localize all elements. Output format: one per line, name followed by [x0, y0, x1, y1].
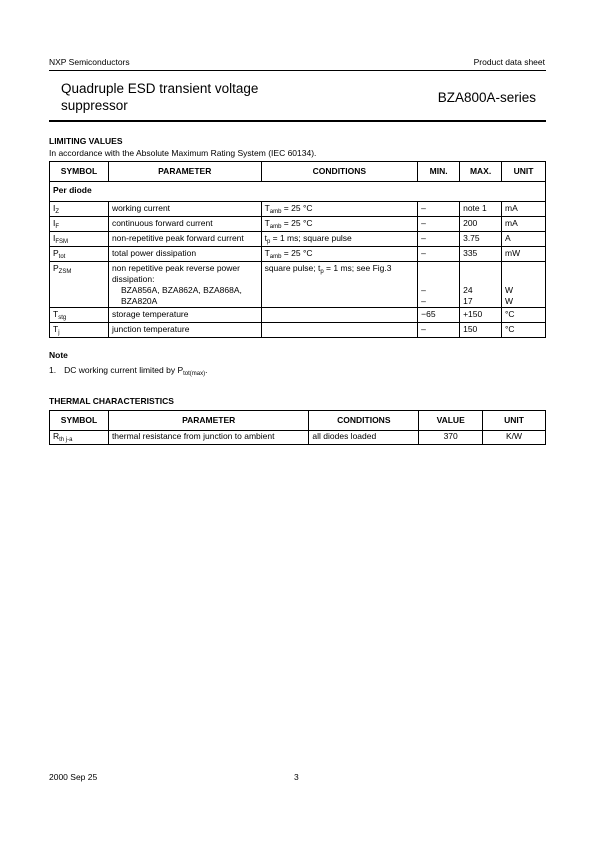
min-cell: – [418, 323, 460, 338]
col-symbol: SYMBOL [50, 162, 109, 182]
unit-cell: W W [502, 262, 546, 308]
title-line-2: suppressor [61, 98, 128, 113]
document-title [61, 80, 291, 114]
max-cell: 200 [460, 217, 502, 232]
col-parameter: PARAMETER [108, 411, 308, 431]
unit-cell: °C [502, 308, 546, 323]
title-rule [49, 120, 546, 122]
symbol-cell: $I_Z$ [50, 202, 109, 217]
table-row [50, 232, 546, 247]
max-cell: note 1 [460, 202, 502, 217]
title-line-1: Quadruple ESD transient voltage [61, 81, 259, 96]
table-header-row [50, 162, 546, 182]
symbol-cell: $I_F$ [50, 217, 109, 232]
limiting-values-table [49, 161, 546, 338]
unit-cell: °C [502, 323, 546, 338]
note-heading: Note [49, 350, 68, 360]
table-row [50, 217, 546, 232]
product-series: BZA800A-series [437, 90, 536, 105]
col-min: MIN. [418, 162, 460, 182]
col-unit: UNIT [483, 411, 546, 431]
thermal-table [49, 410, 546, 445]
parameter-cell: working current [108, 202, 261, 217]
header-company: NXP Semiconductors [49, 57, 130, 67]
max-cell: 24 17 [460, 262, 502, 308]
table-row [50, 247, 546, 262]
footer-date: 2000 Sep 25 [49, 772, 98, 782]
min-cell: – [418, 202, 460, 217]
unit-cell: mA [502, 202, 546, 217]
table-header-row [50, 411, 546, 431]
conditions-cell [261, 308, 418, 323]
table-row [50, 308, 546, 323]
conditions-cell: $T_{amb} = 25$ °C [261, 247, 418, 262]
symbol-cell: $I_{FSM}$ [50, 232, 109, 247]
col-parameter: PARAMETER [108, 162, 261, 182]
unit-cell: A [502, 232, 546, 247]
header-rule [49, 70, 546, 71]
table-row [50, 431, 546, 445]
max-cell: +150 [460, 308, 502, 323]
symbol-cell: $R_{th j-a}$ [50, 431, 109, 445]
group-label: Per diode [50, 182, 546, 202]
parameter-cell: junction temperature [108, 323, 261, 338]
conditions-cell: square pulse; $t_p = 1$ ms; see Fig.3 [261, 262, 418, 308]
col-value: VALUE [419, 411, 483, 431]
min-cell: −65 [418, 308, 460, 323]
note-text: 1. DC working current limited by $P_{tot(max)}$. [49, 365, 208, 377]
conditions-cell: all diodes loaded [309, 431, 419, 445]
unit-cell: mW [502, 247, 546, 262]
table-row [50, 202, 546, 217]
table-row [50, 262, 546, 308]
max-cell: 150 [460, 323, 502, 338]
symbol-cell: $T_j$ [50, 323, 109, 338]
min-cell: – – [418, 262, 460, 308]
conditions-cell: $T_{amb} = 25$ °C [261, 217, 418, 232]
symbol-cell: $T_{stg}$ [50, 308, 109, 323]
col-conditions: CONDITIONS [261, 162, 418, 182]
parameter-cell: continuous forward current [108, 217, 261, 232]
header-doc-type: Product data sheet [473, 57, 545, 67]
min-cell: – [418, 217, 460, 232]
col-symbol: SYMBOL [50, 411, 109, 431]
parameter-cell: non-repetitive peak forward current [108, 232, 261, 247]
unit-cell: K/W [483, 431, 546, 445]
conditions-cell: $T_{amb} = 25$ °C [261, 202, 418, 217]
value-cell: 370 [419, 431, 483, 445]
symbol-cell: $P_{tot}$ [50, 247, 109, 262]
col-max: MAX. [460, 162, 502, 182]
symbol-cell: $P_{ZSM}$ [50, 262, 109, 308]
max-cell: 3.75 [460, 232, 502, 247]
thermal-heading: THERMAL CHARACTERISTICS [49, 396, 174, 406]
min-cell: – [418, 247, 460, 262]
table-row [50, 323, 546, 338]
min-cell: – [418, 232, 460, 247]
page-number: 3 [294, 772, 299, 782]
col-unit: UNIT [502, 162, 546, 182]
limiting-values-subtitle: In accordance with the Absolute Maximum Rating System (IEC 60134). [49, 148, 317, 158]
limiting-values-heading: LIMITING VALUES [49, 136, 123, 146]
col-conditions: CONDITIONS [309, 411, 419, 431]
parameter-cell: total power dissipation [108, 247, 261, 262]
parameter-cell: thermal resistance from junction to ambient [108, 431, 308, 445]
parameter-cell: non repetitive peak reverse power dissipation: BZA856A, BZA862A, BZA868A, BZA820A [108, 262, 261, 308]
conditions-cell: $t_p = 1$ ms; square pulse [261, 232, 418, 247]
parameter-cell: storage temperature [108, 308, 261, 323]
unit-cell: mA [502, 217, 546, 232]
max-cell: 335 [460, 247, 502, 262]
conditions-cell [261, 323, 418, 338]
group-row [50, 182, 546, 202]
